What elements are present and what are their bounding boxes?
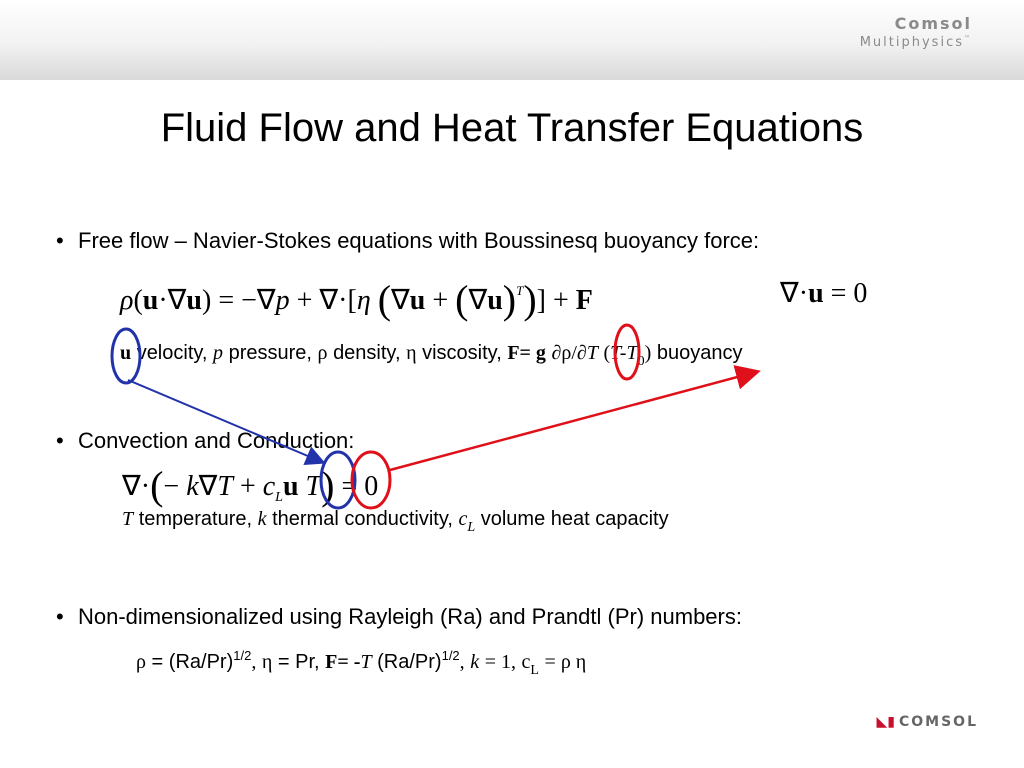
heat-equation: ∇·(− $k\nabla T + c_Lu$ T) = 0 [122, 463, 379, 508]
bullet-navier-stokes: • Free flow – Navier-Stokes equations with Boussinesq buoyancy force: [56, 228, 760, 253]
bullet-nondimensional: • Non-dimensionalized using Rayleigh (Ra) and Prandtl (Pr) numbers: [56, 604, 742, 629]
heat-description: T temperature, k thermal conductivity, $c_L$ volume heat capacity [122, 508, 669, 535]
comsol-mark-icon: ◣▮ [876, 714, 895, 730]
comsol-logo-bottom: ◣▮ COMSOL [876, 714, 978, 730]
logo-line-2: Multiphysics™ [859, 35, 972, 50]
temperature-circle [352, 452, 390, 508]
temperature-arrow [390, 372, 756, 470]
nondimensional-relation: $\rho = (Ra/Pr)^{1/2}$, η = Pr, F= -T $(Ra/Pr)^{1/2}$, k = 1, $c_L = \rho$ η [136, 648, 587, 678]
force-circle [615, 325, 639, 379]
bullet-text: Convection and Conduction: [78, 428, 355, 453]
velocity-circle-bottom [321, 452, 355, 508]
page-title: Fluid Flow and Heat Transfer Equations [160, 106, 864, 150]
navier-stokes-description: u velocity, p pressure, ρ density, η viscosity, F= g ∂ρ/∂T $(T-T_0)$ buoyancy [120, 342, 743, 369]
logo-line-1: Comsol [894, 14, 972, 33]
velocity-arrow [128, 380, 322, 462]
bullet-convection: • Convection and Conduction: [56, 428, 355, 453]
bullet-text: Free flow – Navier-Stokes equations with Boussinesq buoyancy force: [78, 228, 760, 253]
navier-stokes-equation: ρ(u·∇u) = −∇p + ∇·[η $(\nabla u + (\nabla u)^T)] + F$ [120, 277, 593, 322]
bullet-text: Non-dimensionalized using Rayleigh (Ra) and Prandtl (Pr) numbers: [78, 604, 742, 629]
velocity-circle-top [112, 329, 140, 383]
continuity-equation: ∇·u = 0 [780, 278, 868, 309]
